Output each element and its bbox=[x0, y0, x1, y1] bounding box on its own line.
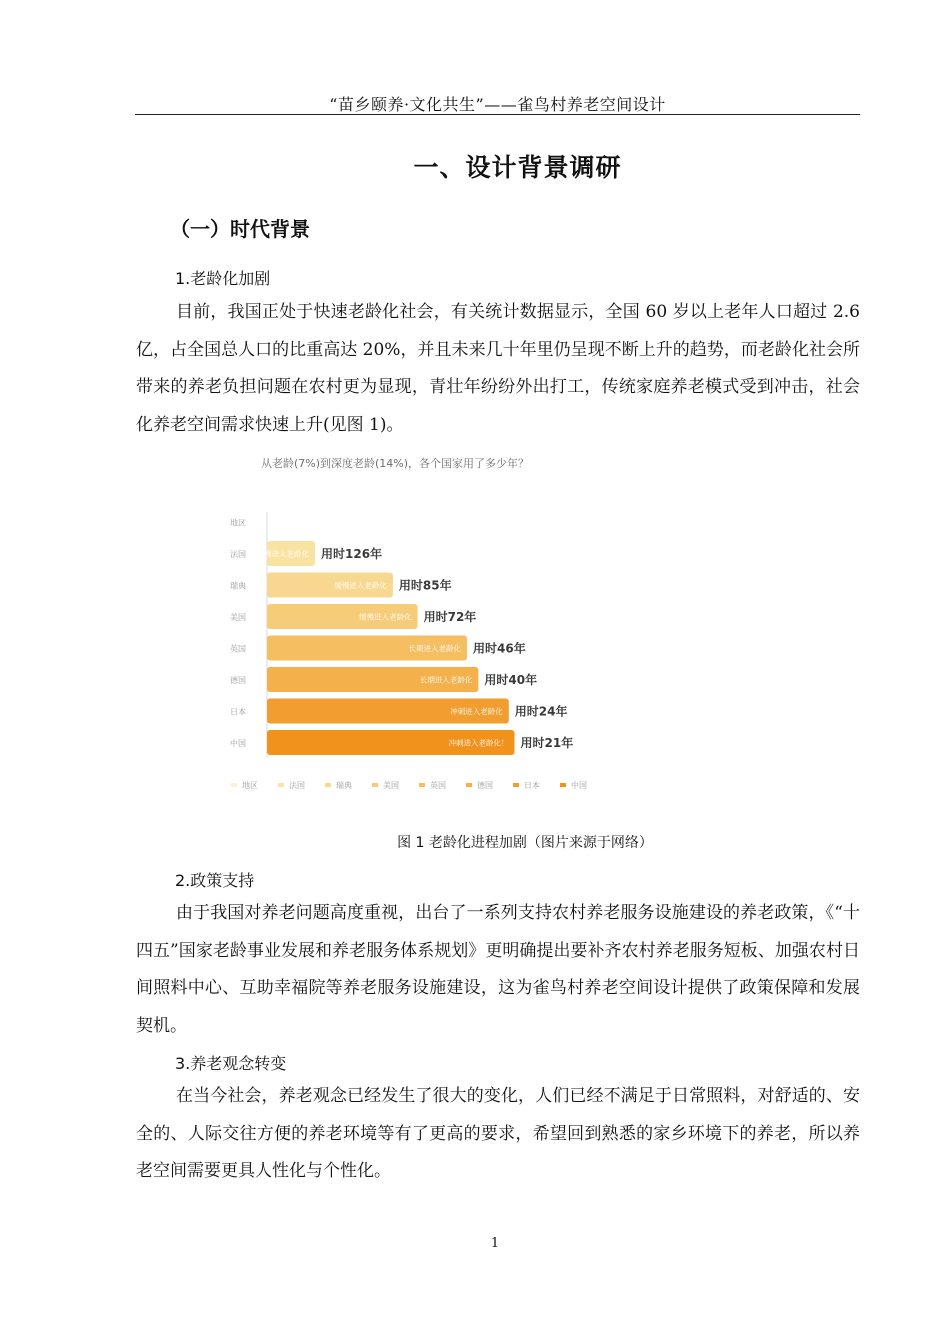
chart-category-label: 地区 bbox=[230, 518, 246, 528]
chart-category-label: 中国 bbox=[230, 739, 246, 748]
chart-value-label: 用时40年 bbox=[484, 673, 538, 687]
chart-bar-text: 缓慢进入老龄化 bbox=[359, 612, 412, 622]
chart-value-label: 用时24年 bbox=[514, 704, 568, 719]
legend-label: 日本 bbox=[524, 781, 540, 790]
legend-swatch bbox=[466, 783, 472, 787]
legend-swatch bbox=[278, 783, 284, 787]
chart-bar-text: 长期进入老龄化 bbox=[419, 675, 473, 685]
header-rule bbox=[135, 114, 860, 115]
chart-bar-text: 缓慢进入老龄化 bbox=[256, 549, 309, 559]
topic-heading-policy: 2.政策支持 bbox=[175, 871, 255, 890]
chart-bar-text: 冲刺进入老龄化！ bbox=[448, 738, 509, 748]
legend-swatch bbox=[372, 783, 378, 787]
topic-heading-concept: 3.养老观念转变 bbox=[175, 1054, 287, 1073]
legend-label: 瑞典 bbox=[336, 781, 352, 790]
topic-paragraph-aging: 目前，我国正处于快速老龄化社会，有关统计数据显示，全国 60 岁以上老年人口超过 2.6 亿，占全国总人口的比重高达 20%，并且未来几十年里仍呈现不断上升的趋势，而老龄化社会所带来的养老负担问题在农村更为显现，青壮年纷纷外出打工，传统家庭养老模式受到冲击，社会化养老空间需求快速上升(见图 1)。 bbox=[136, 302, 860, 435]
page-number: 1 bbox=[490, 1236, 500, 1251]
chart-value-label: 用时72年 bbox=[423, 610, 477, 624]
subsection-title: （一）时代背景 bbox=[170, 217, 310, 241]
chart-category-label: 法国 bbox=[230, 550, 246, 559]
legend-label: 地区 bbox=[242, 781, 258, 790]
chart-title: 从老龄(7%)到深度老龄(14%)，各个国家用了多少年？ bbox=[260, 457, 530, 470]
chart-value-label: 用时46年 bbox=[473, 641, 526, 656]
legend-swatch bbox=[560, 783, 566, 787]
section-title: 一、设计背景调研 bbox=[413, 153, 622, 182]
legend-swatch bbox=[325, 783, 331, 787]
chart-value-label: 用时21年 bbox=[520, 736, 574, 750]
chart-category-label: 德国 bbox=[230, 676, 246, 685]
chart-category-label: 瑞典 bbox=[230, 581, 246, 591]
topic-heading-aging: 1.老龄化加剧 bbox=[175, 269, 271, 288]
chart-value-label: 用时126年 bbox=[321, 547, 383, 561]
legend-label: 德国 bbox=[477, 781, 493, 790]
legend-label: 法国 bbox=[289, 781, 305, 790]
legend-label: 英国 bbox=[430, 781, 446, 790]
aging-chart bbox=[225, 450, 645, 800]
topic-paragraph-policy: 由于我国对养老问题高度重视，出台了一系列支持农村养老服务设施建设的养老政策，《“十四五”国家老龄事业发展和养老服务体系规划》更明确提出要补齐农村养老服务短板、加强农村日间照料中心、互助幸福院等养老服务设施建设，这为雀鸟村养老空间设计提供了政策保障和发展契机。 bbox=[136, 903, 860, 1036]
chart-category-label: 英国 bbox=[230, 644, 246, 654]
legend-swatch bbox=[231, 783, 237, 787]
figure-caption: 图 1 老龄化进程加剧（图片来源于网络） bbox=[397, 835, 653, 851]
chart-bar-text: 长期进入老龄化 bbox=[408, 644, 461, 653]
legend-label: 中国 bbox=[571, 781, 587, 790]
chart-category-label: 美国 bbox=[230, 613, 246, 622]
legend-label: 美国 bbox=[383, 781, 399, 790]
chart-value-label: 用时85年 bbox=[398, 578, 452, 593]
chart-bar-text: 缓慢进入老龄化 bbox=[334, 581, 387, 590]
chart-category-label: 日本 bbox=[230, 707, 246, 717]
chart-bar-text: 冲刺进入老龄化 bbox=[450, 707, 503, 716]
legend-swatch bbox=[513, 783, 519, 787]
running-header: “苗乡颐养·文化共生”——雀鸟村养老空间设计 bbox=[329, 95, 666, 114]
legend-swatch bbox=[419, 783, 425, 787]
topic-paragraph-concept: 在当今社会，养老观念已经发生了很大的变化，人们已经不满足于日常照料，对舒适的、安全的、人际交往方便的养老环境等有了更高的要求，希望回到熟悉的家乡环境下的养老，所以养老空间需要更具人性化与个性化。 bbox=[136, 1086, 860, 1181]
